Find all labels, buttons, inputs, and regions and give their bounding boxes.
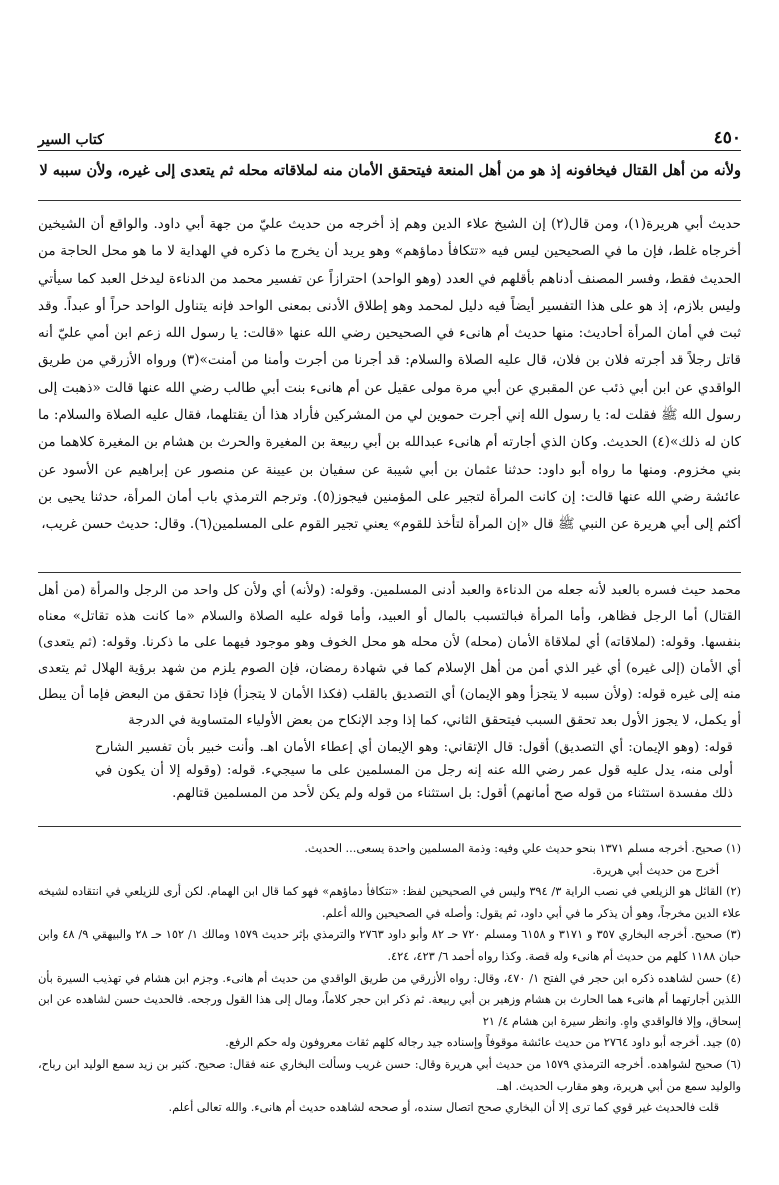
footnote: (٢) القائل هو الزيلعي في نصب الراية ٣/ ٣٩٤ وليس في الصحيحين لفظ: «تتكافأ دماؤهم» فهو كما قال ابن الهمام. لكن أرى للزيلعي في انتقاده لشيخه علاء الدين مخرجاً، وهو أن يذكر ما في أبي داود، ثم يقول: وأصله في الصحيحين والله أعلم. [38,885,741,920]
page-number: ٤٥٠ [713,128,741,148]
divider-footnotes [38,826,741,827]
footnotes [38,838,741,1168]
divider-sharh [38,572,741,573]
footnote: أخرج من حديث أبي هريرة. [592,863,719,877]
footnote: (٤) حسن لشاهده ذكره ابن حجر في الفتح ١/ ٤٧٠، وقال: رواه الأزرقي من طريق الواقدي من حديث أم هانىء. وجزم ابن هشام في تهذيب السيرة بأن اللذين أجارتهما أم هانىء هما الحارث بن هشام وزهير بن أبي ربيعة. ثم ذكر ابن حجر كلاماً، ومال إلى هذا القول ورجحه. فالحديث حسن لشاهده عن ابن إسحاق، وإلا فالواقدي واهٍ. وانظر سيرة ابن هشام ٤/ ٢١ [38,971,742,1028]
running-title: كتاب السير [38,132,104,148]
inaya-commentary: محمد حيث فسره بالعبد لأنه جعله من الدناءة والعبد أدنى المسلمين. وقوله: (ولأنه) أي ولأن كل واحد من الرجل والمرأة (من أهل القتال) أما الرجل فظاهر، وأما المرأة فبالتسبب بالمال أو العبيد، وأما قوله عليه الصلاة والسلام «ما كانت هذه تقاتل» معناه بنفسها. وقوله: (لملاقاته) أي لملاقاة الأمان (محله) لأن محله هو محل الخوف وهو موجود فيهما على ما ذكرنا. وقوله: (ثم يتعدى) أي الأمان (إلى غيره) أي غير الذي أمن من أهل الإسلام كما في شهادة رمضان، فإن الصوم يلزم من شهد برؤية الهلال ثم يتعدى منه إلى غيره قوله: (ولأن سببه لا يتجزأ وهو الإيمان) أي التصديق بالقلب (فكذا الأمان لا يتجزأ) فإذا تحقق من البعض فإما أن يبطل أو يكمل، لا يجوز الأول بعد تحقق السبب فيتحقق الثاني، كما إذا وجد الإنكاح من بعض الأولياء المتساوية في الدرجة [38,583,741,728]
footnote: (٦) صحيح لشواهده. أخرجه الترمذي ١٥٧٩ من حديث أبي هريرة وقال: حسن غريب وسألت البخاري عنه فقال: صحيح. كثير بن زيد سمع الوليد ابن رباح، والوليد سمع من أبي هريرة، وهو مقارب الحديث. اهـ. [38,1057,741,1093]
matn-text: ولأنه من أهل القتال فيخافونه إذ هو من أهل المنعة فيتحقق الأمان منه لملاقاته محله ثم يتعدى إلى غيره، ولأن سببه لا [39,162,741,179]
sharh-commentary: حديث أبي هريرة(١)، ومن قال(٢) إن الشيخ علاء الدين وهم إذ أخرجه من حديث عليّ من جهة أبي داود. والواقع أن الشيخين أخرجاه غلط، فإن ما في الصحيحين ليس فيه «تتكافأ دماؤهم» وهو يريد أن يخرج ما ذكره في الهداية لا ما هو محل الحاجة من الحديث فقط، وفسر المصنف أدناهم بأقلهم في العدد (وهو الواحد) احترازاً عن تفسير محمد من الدناءة ليدخل العبد كما سيأتي وليس بلازم، إذ هو على هذا التفسير أيضاً فيه دليل لمحمد وهو إطلاق الأدنى بمعنى الواحد فإنه يتناول الواحد حراً أو عبداً. وقد ثبت في أمان المرأة أحاديث: منها حديث أم هانىء في الصحيحين رضي الله عنها «قالت: يا رسول الله زعم ابن أمي عليّ أنه قاتل رجلاً قد أجرته فلان بن فلان، قال عليه الصلاة والسلام: قد أجرنا من أجرت وأمنا من أمنت»(٣) ورواه الأزرقي من طريق الواقدي عن ابن أبي ذئب عن المقبري عن أبي مرة مولى عقيل عن أم هانىء بنت أبي طالب رضي الله عنها قالت «ذهبت إلى رسول الله ﷺ فقلت له: يا رسول الله إني أجرت حموين لي من المشركين فأراد هذا أن يقتلهما، فقال عليه الصلاة والسلام: ما كان له ذلك»(٤) الحديث. وكان الذي أجارته أم هانىء عبدالله بن أبي ربيعة بن المغيرة والحرث بن هشام بن المغيرة كلاهما من بني مخزوم. ومنها ما رواه أبو داود: حدثنا عثمان بن أبي شيبة عن سفيان بن عيينة عن منصور عن إبراهيم عن الأسود عن عائشة رضي الله عنها قالت: إن كانت المرأة لتجير على المؤمنين فيجوز(٥). وترجم الترمذي باب أمان المرأة، حدثنا يحيى بن أكثم إلى أبي هريرة عن النبي ﷺ قال «إن المرأة لتأخذ للقوم» يعني تجير القوم على المسلمين(٦). وقال: حديث حسن غريب، [38,216,741,533]
footnote: (١) صحيح. أخرجه مسلم ١٣٧١ بنحو حديث علي وفيه: وذمة المسلمين واحدة يسعى... الحديث. [304,842,741,855]
footnote: (٣) صحيح. أخرجه البخاري ٣٥٧ و ٣١٧١ و ٦١٥٨ ومسلم ٧٢٠ حـ ٨٢ وأبو داود ٢٧٦٣ والترمذي بإثر حديث ١٥٧٩ ومالك ١/ ١٥٢ حـ ٢٨ والبيهقي ٩/ ٤٨ وابن حبان ١١٨٨ كلهم من حديث أم هانىء وله قصة. وكذا رواه أحمد ٦/ ٤٢٣، ٤٢٤. [38,928,741,963]
hashiya-gloss: قوله: (وهو الإيمان: أي التصديق) أقول: قال الإتقاني: وهو الإيمان أي إعطاء الأمان اهـ. وأنت خبير بأن تفسير الشارح أولى منه، يدل عليه قول عمر رضي الله عنه إنه رجل من المسلمين على ما سيجيء. قوله: (وقوله إلا أن يكون في ذلك مفسدة استثناء من قوله صح أمانهم) أقول: بل استثناء من قوله ولم يكن لأحد من المسلمين قتالهم. [95,740,733,801]
footnote: (٥) جيد. أخرجه أبو داود ٢٧٦٤ من حديث عائشة موقوفاً وإسناده جيد رجاله كلهم ثقات معروفون وله حكم الرفع. [225,1036,741,1050]
page-header [38,122,741,151]
footnote: قلت فالحديث غير قوي كما ترى إلا أن البخاري صحح اتصال سنده، أو صححه لشاهده حديث أم هانىء. والله تعالى أعلم. [168,1101,719,1115]
divider-matn [38,200,741,201]
